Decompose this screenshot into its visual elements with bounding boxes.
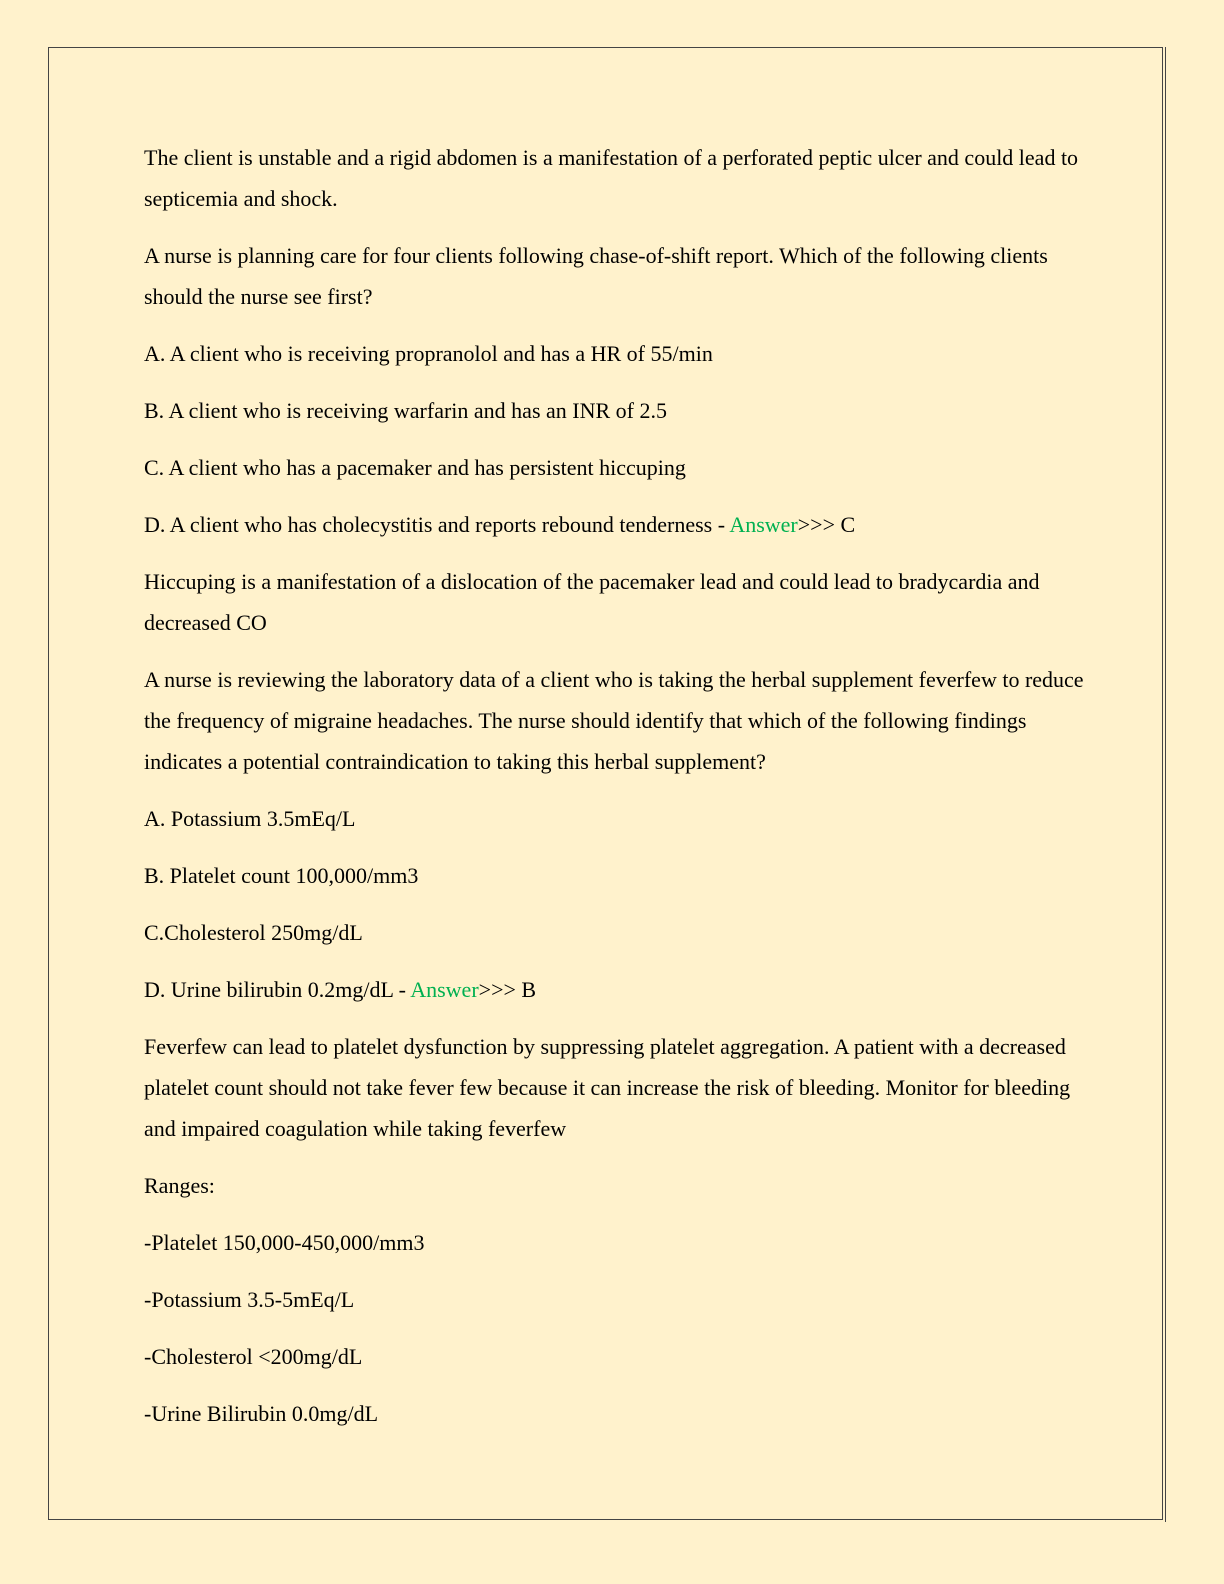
rationale-hiccuping: Hiccuping is a manifestation of a dislocation of the pacemaker lead and could lead to bradycardia and decreased CO [144, 569, 1040, 635]
range-platelet: -Platelet 150,000-450,000/mm3 [144, 1230, 425, 1255]
range-potassium: -Potassium 3.5-5mEq/L [144, 1287, 355, 1312]
option-d-text: D. A client who has cholecystitis and reports rebound tenderness - [144, 512, 730, 537]
answer-value: >>> B [478, 977, 537, 1002]
option-d-text: D. Urine bilirubin 0.2mg/dL - [144, 977, 411, 1002]
question-feverfew: A nurse is reviewing the laboratory data of a client who is taking the herbal supplement feverfew to reduce the frequency of migraine headaches. The nurse should identify that which of the following findings indicates a potential contraindication to taking this herbal supplement? [144, 667, 1084, 774]
option-b-warfarin: B. A client who is receiving warfarin and has an INR of 2.5 [144, 398, 667, 423]
document-body [144, 137, 1084, 1450]
range-cholesterol: -Cholesterol <200mg/dL [144, 1344, 363, 1369]
rationale-feverfew: Feverfew can lead to platelet dysfunction by suppressing platelet aggregation. A patient with a decreased platelet count should not take fever few because it can increase the risk of bleeding. Monitor for bleeding and impaired coagulation while taking feverfew [144, 1034, 1071, 1141]
option-c-cholesterol: C.Cholesterol 250mg/dL [144, 920, 363, 945]
answer-value: >>> C [797, 512, 856, 537]
option-d-bilirubin [144, 969, 1084, 1010]
option-a-potassium: A. Potassium 3.5mEq/L [144, 806, 356, 831]
option-a-propranolol: A. A client who is receiving propranolol and has a HR of 55/min [144, 341, 713, 366]
range-urine-bilirubin: -Urine Bilirubin 0.0mg/dL [144, 1401, 379, 1426]
ranges-heading: Ranges: [144, 1173, 215, 1198]
answer-label: Answer [410, 977, 479, 1002]
rationale-perforated-ulcer: The client is unstable and a rigid abdomen is a manifestation of a perforated peptic ulcer and could lead to septicemia and shock. [144, 145, 1079, 211]
answer-label: Answer [729, 512, 798, 537]
option-b-platelet: B. Platelet count 100,000/mm3 [144, 863, 419, 888]
question-prioritization: A nurse is planning care for four clients following chase-of-shift report. Which of the following clients should the nurse see first? [144, 243, 1048, 309]
option-c-pacemaker: C. A client who has a pacemaker and has persistent hiccuping [144, 455, 686, 480]
option-d-cholecystitis [144, 504, 1084, 545]
